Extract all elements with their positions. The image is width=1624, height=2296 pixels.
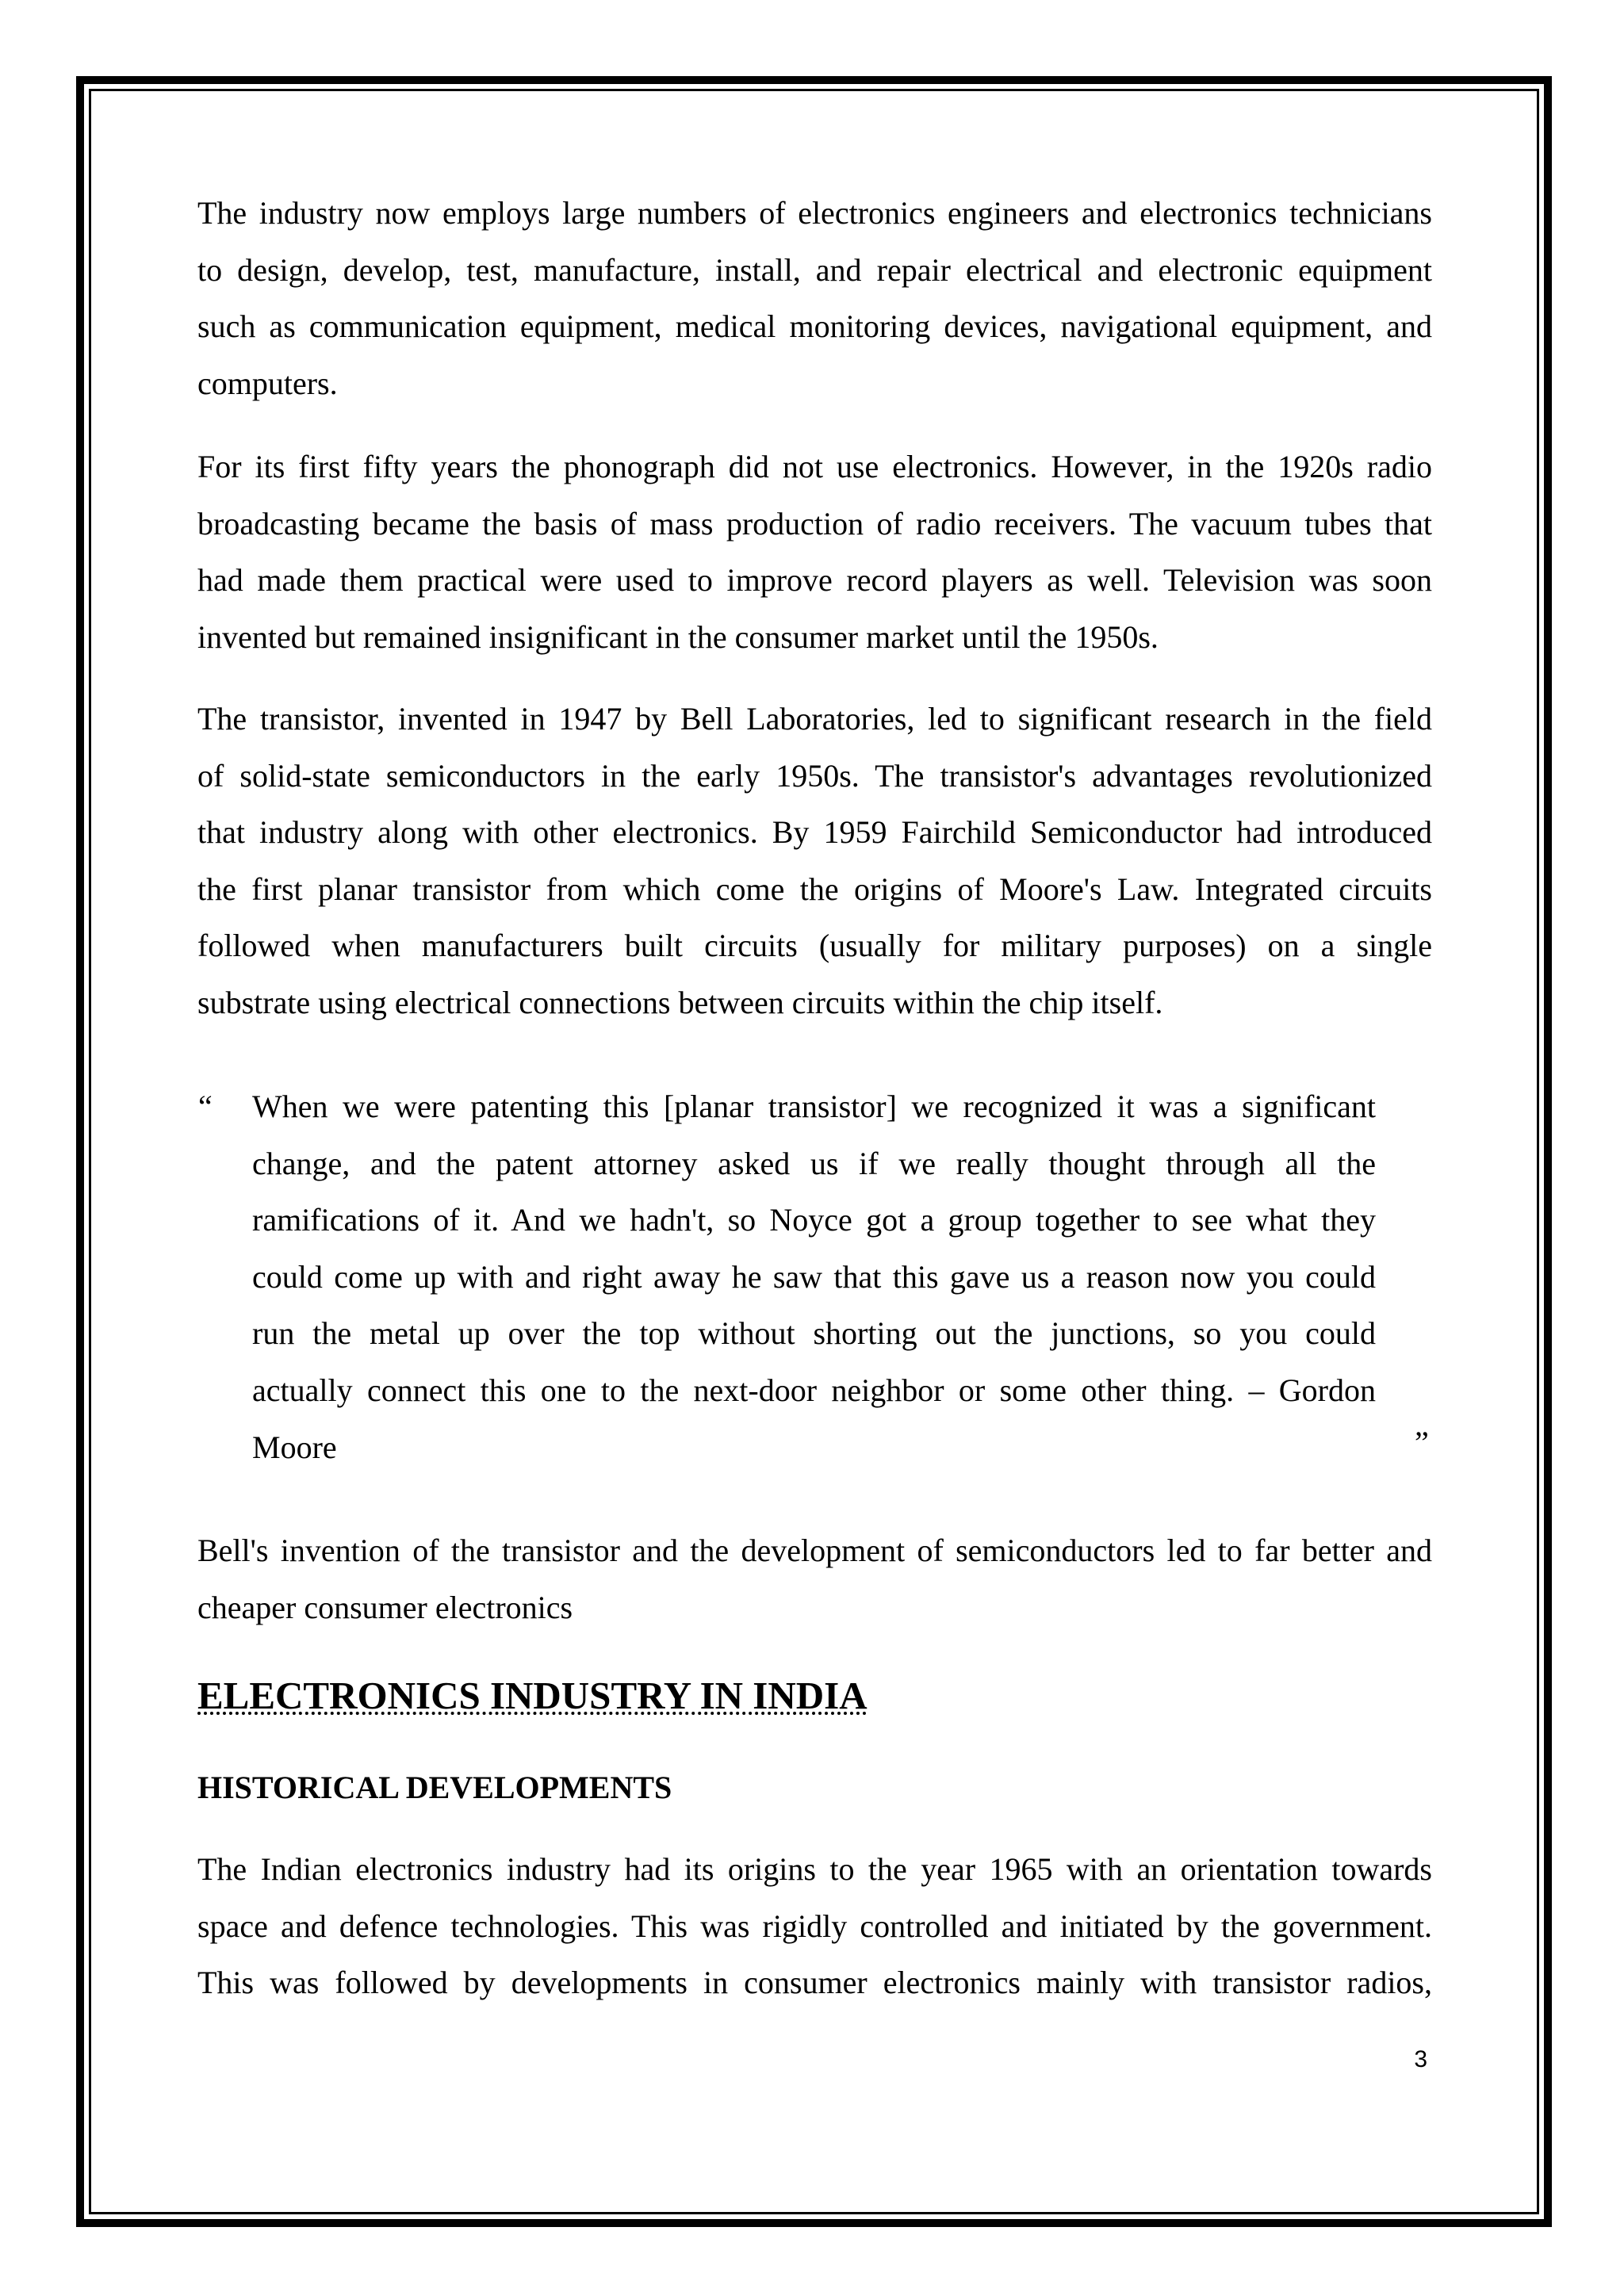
closing-quote-mark: ” <box>1415 1425 1429 1460</box>
quote-line: When we were patenting this [planar transistor] we recognized it was a significant <box>252 1089 1376 1124</box>
body-paragraph-1 <box>197 185 1432 411</box>
text-line: For its first fifty years the phonograph did not use electronics. However, in the 1920s radio <box>197 449 1432 484</box>
section-subheading: HISTORICAL DEVELOPMENTS <box>197 1770 672 1805</box>
body-paragraph-3 <box>197 691 1432 1031</box>
body-paragraph-2 <box>197 438 1432 665</box>
text-line: computers. <box>197 365 338 401</box>
text-line: space and defence technologies. This was rigidly controlled and initiated by the government. <box>197 1908 1432 1944</box>
text-line: broadcasting became the basis of mass production of radio receivers. The vacuum tubes that <box>197 505 1432 541</box>
text-line: substrate using electrical connections between circuits within the chip itself. <box>197 984 1163 1020</box>
text-line: cheaper consumer electronics <box>197 1589 573 1625</box>
text-line: the first planar transistor from which come the origins of Moore's Law. Integrated circuits <box>197 871 1432 907</box>
text-line: Bell's invention of the transistor and the development of semiconductors led to far better and <box>197 1533 1432 1568</box>
quote-line: ramifications of it. And we hadn't, so Noyce got a group together to see what they <box>252 1202 1376 1238</box>
text-line: of solid-state semiconductors in the early 1950s. The transistor's advantages revolutionized <box>197 757 1432 794</box>
text-line: invented but remained insignificant in the consumer market until the 1950s. <box>197 618 1159 655</box>
quote-text <box>252 1078 1376 1475</box>
text-line: The industry now employs large numbers of electronics engineers and electronics technicians <box>197 195 1432 231</box>
quote-line: change, and the patent attorney asked us if we really thought through all the <box>252 1145 1376 1181</box>
text-line: that industry along with other electronics. By 1959 Fairchild Semiconductor had introduced <box>197 814 1432 851</box>
text-line: such as communication equipment, medical monitoring devices, navigational equipment, and <box>197 308 1432 345</box>
body-paragraph-4 <box>197 1522 1432 1636</box>
page-number: 3 <box>1414 2046 1427 2072</box>
opening-quote-mark: “ <box>198 1089 213 1124</box>
quote-line: could come up with and right away he saw that this gave us a reason now you could <box>252 1258 1376 1295</box>
text-line: had made them practical were used to improve record players as well. Television was soon <box>197 562 1432 599</box>
text-line: to design, develop, test, manufacture, install, and repair electrical and electronic equipment <box>197 251 1432 288</box>
section-heading-text: ELECTRONICS INDUSTRY IN INDIA <box>197 1674 868 1717</box>
quote-line: actually connect this one to the next-door neighbor or some other thing. – Gordon <box>252 1372 1376 1408</box>
section-heading <box>197 1667 868 1724</box>
text-line: This was followed by developments in consumer electronics mainly with transistor radios, <box>197 1965 1432 2001</box>
quote-line: Moore <box>252 1429 337 1465</box>
text-line: The transistor, invented in 1947 by Bell Laboratories, led to significant research in the field <box>197 701 1432 737</box>
text-line: The Indian electronics industry had its origins to the year 1965 with an orientation towards <box>197 1851 1432 1887</box>
text-line: followed when manufacturers built circuits (usually for military purposes) on a single <box>197 928 1432 964</box>
body-paragraph-5 <box>197 1841 1432 2011</box>
quote-line: run the metal up over the top without shorting out the junctions, so you could <box>252 1315 1376 1352</box>
